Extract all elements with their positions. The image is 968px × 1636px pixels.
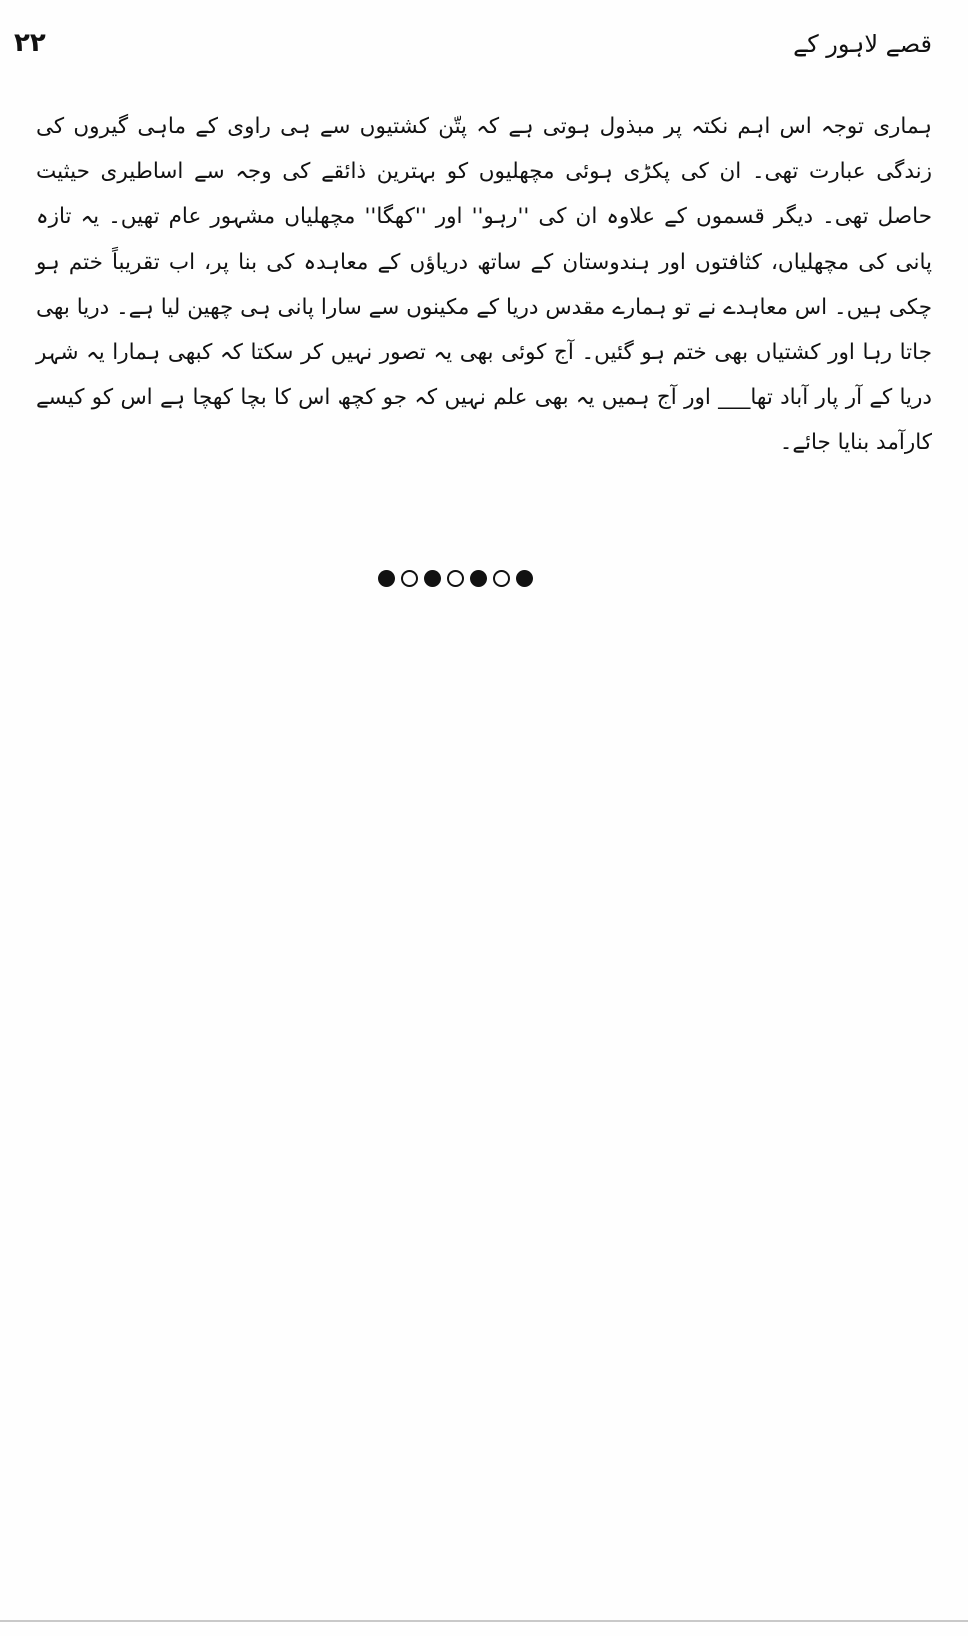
- running-head: قصے لاہور کے: [793, 30, 932, 58]
- filled-dot-icon: [470, 570, 487, 587]
- filled-dot-icon: [378, 570, 395, 587]
- filled-dot-icon: [516, 570, 533, 587]
- open-dot-icon: [447, 570, 464, 587]
- open-dot-icon: [493, 570, 510, 587]
- body-paragraph: ہماری توجہ اس اہم نکتہ پر مبذول ہوتی ہے کہ پتّن کشتیوں سے ہی راوی کے ماہی گیروں کی زندگی عبارت تھی۔ ان کی پکڑی ہوئی مچھلیوں کو بہترین ذائقے کی وجہ سے اساطیری حیثیت حاصل تھی۔ دیگر قسموں کے علاوہ ان کی ''رہو'' اور ''کھگا'' مچھلیاں مشہور عام تھیں۔ یہ تازہ پانی کی مچھلیاں، کثافتوں اور ہندوستان کے ساتھ دریاؤں کے معاہدہ کی بنا پر، اب تقریباً ختم ہو چکی ہیں۔ اس معاہدے نے تو ہمارے مقدس دریا کے مکینوں سے سارا پانی ہی چھین لیا ہے۔ دریا بھی جاتا رہا اور کشتیاں بھی ختم ہو گئیں۔ آج کوئی بھی یہ تصور نہیں کر سکتا کہ کبھی ہمارا یہ شہر دریا کے آر پار آباد تھا___ اور آج ہمیں یہ بھی علم نہیں کہ جو کچھ اس کا بچا کھچا ہے اس کو کیسے کارآمد بنایا جائے۔: [36, 114, 932, 456]
- page-number: ۲۲: [14, 28, 46, 58]
- open-dot-icon: [401, 570, 418, 587]
- section-ornament: [370, 566, 540, 590]
- page-edge-divider: [0, 1620, 968, 1622]
- filled-dot-icon: [424, 570, 441, 587]
